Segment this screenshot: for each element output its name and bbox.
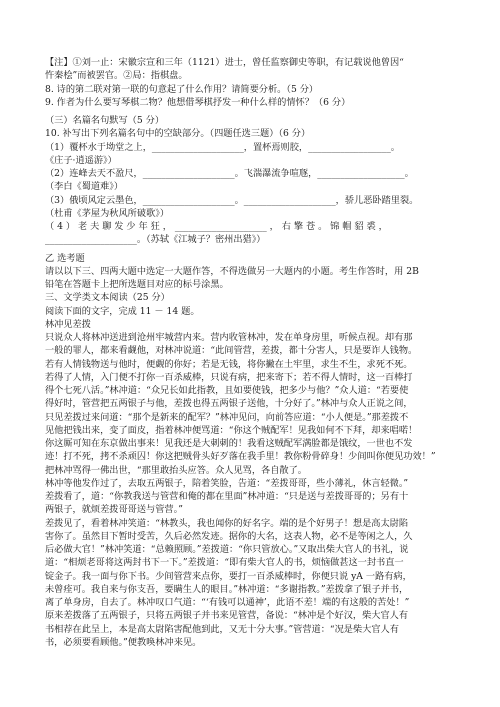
passage-line: 书，必须要看顾他。”便教唤林冲来见。 xyxy=(45,636,202,648)
passage-line: 只见差拨过来问道：“那个是新来的配军？”林冲见问，向前答应道：“小人便是。”那差拨不 xyxy=(45,411,409,423)
passage-line: 道：“相烦老哥将这两封书下一下。”差拨道：“即有柴大官人的书，烦恼做甚这一封书直一 xyxy=(45,557,404,569)
dictation-line: （1）覆杯水于坳堂之上，____________________，置杯焉则胶，__________________。 xyxy=(45,141,400,153)
footnote-line: 忤秦桧”而被罢官。②局：指棋盘。 xyxy=(45,70,188,82)
section-heading: 三、文学类文本阅读（25 分） xyxy=(45,292,170,304)
passage-line: 得个七死八活。”林冲道：“众兄长如此指教，且如要使钱，把多少与他？”众人道：“若要使 xyxy=(45,385,409,396)
passage-line: 原来差拨落了五两银子，只将五两银子并书来见管营，备说：“林冲是个好汉，柴大官人有 xyxy=(45,610,409,622)
question-10: 10. 补写出下列名篇名句中的空缺部分。（四题任选三题）（6 分） xyxy=(45,128,311,140)
dictation-source: （杜甫《茅屋为秋风所破歌》） xyxy=(45,207,170,219)
question-8: 8. 诗的第二联对第一联的句意起了什么作用？请简要分析。（5 分） xyxy=(45,83,319,95)
passage-line: 若得了人情，入门便不打你一百杀威棒，只说有病，把来寄下；若不得人情时，这一百棒打 xyxy=(45,371,413,383)
passage-line: 一般的罪人，都来看觑他，对林冲说道：“此间管营，差拨，都十分害人，只是要诈人钱物。 xyxy=(45,345,418,357)
passage-line: 锭金子。我一面与你下书。少间管营来点你，要打一百杀威棒时，你便只说 yA 一路有病， xyxy=(45,570,412,582)
passage-text xyxy=(45,331,450,649)
passage-line: 害你了。虽然目下暂时受苦，久后必然发迹。据你的大名，这表人物，必不是等闲之人，久 xyxy=(45,530,413,542)
passage-line: 差拨见了，看着林冲笑道：“林教头，我也闻你的好名字。端的是个好男子！想是高太尉陷 xyxy=(45,517,409,529)
instruction-line: 请以以下三、四两大题中选定一大题作答，不得选做另一大题内的小题。考生作答时，用 2B xyxy=(45,265,419,277)
passage-line: 差拨看了，道：“你教我送与管营和俺的都在里面”林冲道：“只是送与差拨哥哥的；另有十 xyxy=(45,491,409,502)
dictation-line: （ 4 ） 老 夫 聊 发 少 年 狂 ， ____________________ ， 右 擎 苍 。 锦 帽 貂 裘 ， xyxy=(45,221,388,232)
passage-line: 见他把钱出来，变了面皮，指着林冲便骂道：“你这个贼配军！见我如何不下拜，却来唱喏！ xyxy=(45,424,418,436)
passage-line: 林冲等他发作过了，去取五两银子，陪着笑脸，告道：“差拨哥哥，些小薄礼，休言轻微。” xyxy=(45,477,409,489)
question-9: 9. 作者为什么要写琴棋二物？他想借琴棋抒发一种什么样的情怀？（6 分） xyxy=(45,96,351,108)
passage-line: 迹！打不死，拷不杀顽囚！你这把贼骨头好歹落在我手里！教你粉骨碎身！少间叫你便见功效！” xyxy=(45,451,436,463)
passage-line: 两银子，就烦差拨哥哥送与管营。” xyxy=(45,504,183,516)
passage-line: 把林冲骂得一佛出世，“那里敢抬头应答。众人见骂，各自散了。 xyxy=(45,464,307,476)
passage-line: 后必做大官！”林冲笑道：“总赖照顾。”差拨道：“你只管放心。”又取出柴大官人的书礼，说 xyxy=(45,544,409,555)
passage-line: 书相荐在此呈上，本是高太尉陷害配他到此，又无十分大事。”管营道：“况是柴大官人有 xyxy=(45,623,399,635)
passage-title: 林冲见差拨 xyxy=(45,318,91,330)
dictation-source: 《庄子·逍遥游》） xyxy=(45,154,117,166)
instruction-line: 铅笔在答题卡上把所选题目对应的标号涂黑。 xyxy=(45,279,229,290)
instruction-line: 阅读下面的文字，完成 11 － 14 题。 xyxy=(45,305,200,317)
section-heading: （三）名篇名句默写（5 分） xyxy=(45,115,165,126)
passage-line: 只说众人将林冲送进到沧州牢城营内来。营内收管林冲，发在单身房里，听候点视。却有那 xyxy=(45,332,413,343)
dictation-line: （2）连峰去天不盈尺，____________________。飞湍瀑流争喧豗，___________________。 xyxy=(45,168,414,179)
part-heading: 乙 选考题 xyxy=(45,252,85,264)
passage-line: 若有人情钱物送与他时，便觑的你好；若是无钱，将你撇在土牢里，求生不生，求死不死。 xyxy=(45,358,413,370)
dictation-line: ____________________。（苏轼《江城子？密州出猎》） xyxy=(45,234,266,246)
passage-line: 你这厮可知在东京做出事来！见我还是大刺刺的！我看这贼配军满脸都是饿纹，一世也不发 xyxy=(45,438,413,449)
footnote-line: 【注】①刘一止：宋徽宗宣和三年（1121）进士，曾任监察御史等职，有记载说他曾因“ xyxy=(45,57,404,68)
dictation-source: （李白《蜀道难》） xyxy=(45,181,124,193)
passage-line: 离了单身房，自去了。林冲叹口气道：“‘有钱可以通神’，此语不差！端的有这般的苦处！” xyxy=(45,597,410,608)
passage-line: 得好时，管营把五两银子与他，差拨也得五两银子送他，十分好了。”林冲与众人正说之间， xyxy=(45,398,413,410)
dictation-line: （3）俄顷风定云墨色，____________________。____________________，骄儿恶卧踏里裂。 xyxy=(45,194,419,206)
passage-line: 未曾痊可。我自来与你支吾，要瞒生人的眼目。”林冲道：“多谢指教。”差拨拿了银子并书， xyxy=(45,583,409,595)
document-body xyxy=(45,56,450,649)
